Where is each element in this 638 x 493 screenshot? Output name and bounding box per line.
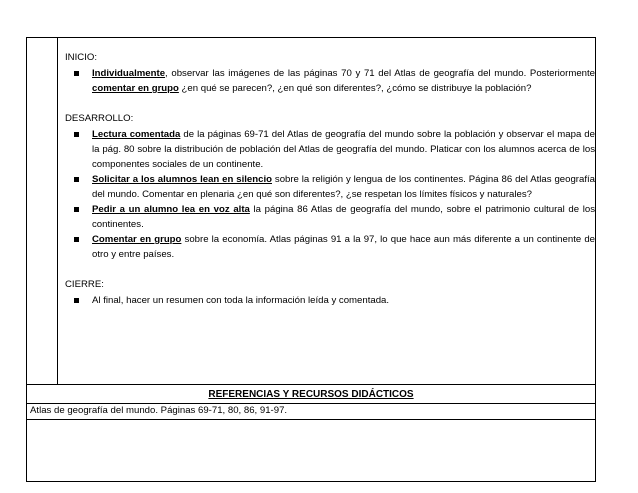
references-heading: REFERENCIAS Y RECURSOS DIDÁCTICOS (208, 389, 414, 400)
cierre-item-1 (65, 293, 595, 308)
inicio-item-1 (65, 66, 595, 96)
keyword: Individualmente (92, 68, 166, 79)
item-text: la página 86 Atlas de geografía del mundo, sobre el patrimonio cultural de los continentes. (92, 204, 595, 230)
item-text: de la páginas 69-71 del Atlas de geografía del mundo sobre la población y observar el mapa de la pág. 80 sobre la distribución de población del Atlas de geografía del mundo. Platicar con los alumnos acerca de los componentes sociales de un continente. (92, 129, 595, 170)
desarrollo-item-4 (65, 232, 595, 262)
desarrollo-item-1 (65, 127, 595, 172)
item-text: sobre la religión y lengua de los continentes. Página 86 del Atlas geografía del mundo. Comentar en plenaria ¿en qué son diferentes?, ¿se respetan los límites físicos y naturales? (92, 174, 596, 200)
desarrollo-item-3 (65, 202, 595, 232)
square-bullet-icon (74, 132, 79, 137)
keyword: Comentar en grupo (92, 234, 182, 245)
square-bullet-icon (74, 71, 79, 76)
desarrollo-title: DESARROLLO: (65, 113, 134, 124)
keyword: Solicitar a los alumnos lean en silencio (92, 174, 272, 185)
cierre-title: CIERRE: (65, 279, 104, 290)
cierre-list (65, 293, 595, 308)
lesson-plan-table (26, 37, 596, 482)
desarrollo-item-2 (65, 172, 595, 202)
square-bullet-icon (74, 177, 79, 182)
inicio-list (65, 66, 595, 96)
references-text: Atlas de geografía del mundo. Páginas 69-71, 80, 86, 91-97. (30, 405, 288, 416)
item-text: ¿en qué se parecen?, ¿en qué son diferentes?, ¿cómo se distribuye la población? (178, 83, 532, 94)
activities-cell (65, 50, 595, 308)
row-divider (27, 419, 595, 420)
keyword: comentar en grupo (92, 83, 179, 94)
item-text: sobre la economía. Atlas páginas 91 a la 97, lo que hace aun más diferente a un continente de otro y entre países. (92, 234, 595, 260)
square-bullet-icon (74, 298, 79, 303)
left-column-divider (57, 38, 58, 384)
keyword: Pedir a un alumno lea en voz alta (92, 204, 250, 215)
row-divider (27, 384, 595, 385)
inicio-title: INICIO: (65, 52, 97, 63)
item-text: Al final, hacer un resumen con toda la información leída y comentada. (92, 295, 390, 306)
square-bullet-icon (74, 207, 79, 212)
desarrollo-list (65, 127, 595, 262)
keyword: Lectura comentada (92, 129, 181, 140)
item-text: , observar las imágenes de las páginas 70 y 71 del Atlas de geografía del mundo. Posteriormente (165, 68, 595, 79)
square-bullet-icon (74, 237, 79, 242)
